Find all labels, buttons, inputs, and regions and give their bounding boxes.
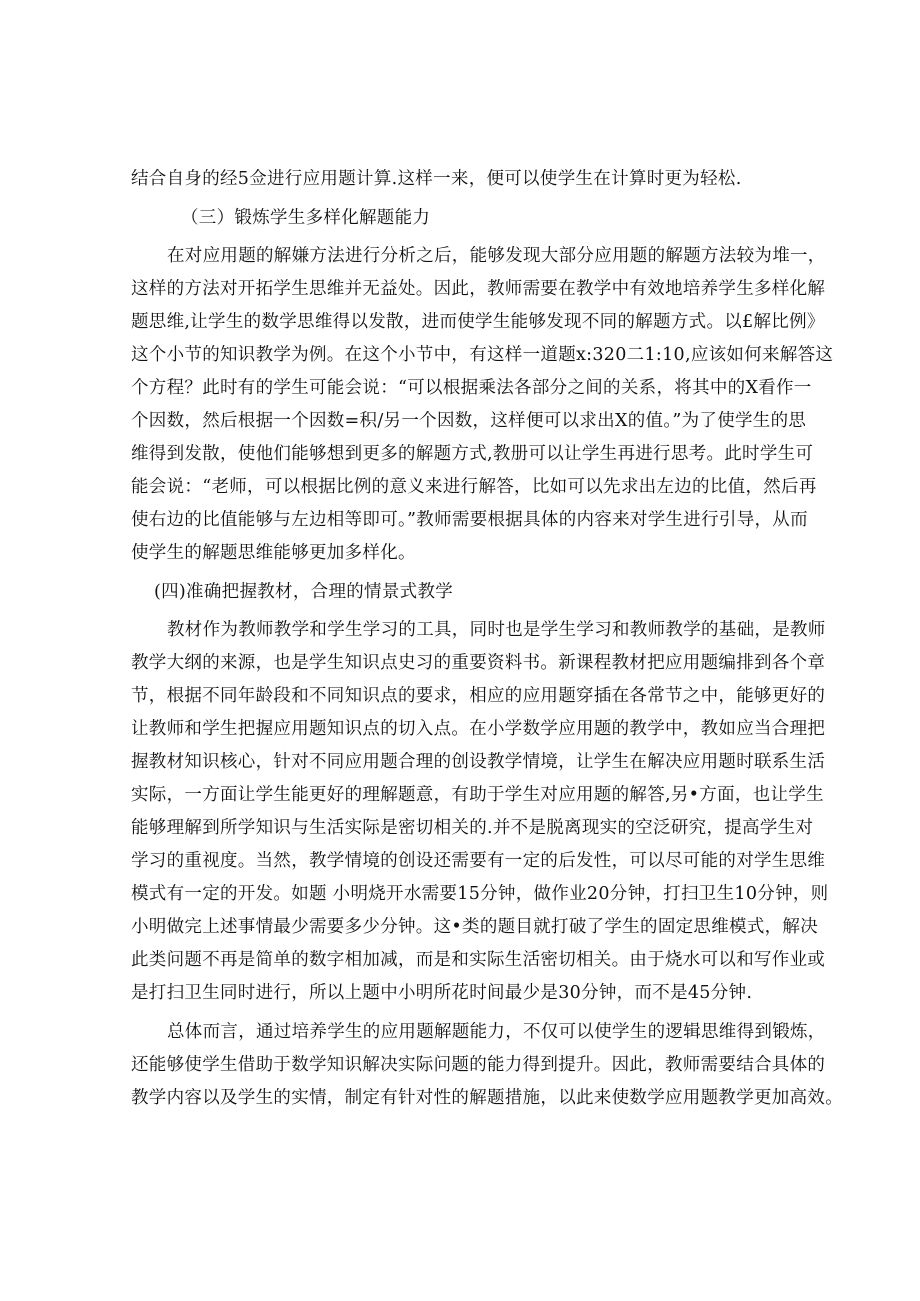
paragraph-line: 能够理解到所学知识与生活实际是密切相关的.并不是脱离现实的空泛研究，提高学生对	[131, 818, 814, 838]
paragraph-line: 总体而言，通过培养学生的应用题解题能力，不仅可以使学生的逻辑思维得到锻炼，	[167, 1022, 826, 1042]
paragraph-line: 个因数，然后根据一个因数=积/另一个因数，这样便可以求出X的值。”为了使学生的思	[131, 411, 807, 431]
paragraph-line: 在对应用题的解嫌方法进行分析之后，能够发现大部分应用题的解题方法较为堆一，	[167, 246, 826, 266]
paragraph-line: 学习的重视度。当然，教学情境的创设还需要有一定的后发性，可以尽可能的对学生思维	[131, 851, 826, 871]
paragraph-line: 教材作为教师教学和学生学习的工具，同时也是学生学习和教师教学的基础，是教师	[167, 620, 826, 640]
paragraph-line: 握教材知识核心，针对不同应用题合理的创设教学情境，让学生在解决应用题时联系生活	[131, 752, 826, 772]
paragraph-line: 此类问题不再是简单的数字相加减，而是和实际生活密切相关。由于烧水可以和写作业或	[131, 950, 826, 970]
section-heading-4: (四)准确把握教材，合理的情景式教学	[154, 582, 454, 602]
paragraph-line: 模式有一定的开发。如题 小明烧开水需要15分钟，做作业20分钟，打扫卫生10分钟，则	[131, 884, 829, 904]
paragraph-line: 实际，一方面让学生能更好的理解题意，有助于学生对应用题的解答,另•方面，也让学生	[131, 785, 824, 805]
paragraph-line: 教学内容以及学生的实情，制定有针对性的解题措施，以此来使数学应用题教学更加高效。	[131, 1088, 843, 1108]
paragraph-line: 个方程？此时有的学生可能会说：“可以根据乘法各部分之间的关系，将其中的X看作一	[131, 378, 812, 398]
section-heading-3: （三）锻炼学生多样化解题能力	[181, 208, 431, 228]
paragraph-line: 教学大纲的来源，也是学生知识点史习的重要资料书。新课程教材把应用题编排到各个章	[131, 653, 826, 673]
paragraph-line: 这个小节的知识教学为例。在这个小节中，有这样一道题x:320二1:10,应该如何来解答这	[131, 345, 834, 365]
paragraph-line: 能会说：“老师，可以根据比例的意义来进行解答，比如可以先求出左边的比值，然后再	[131, 477, 817, 497]
paragraph-line: 使右边的比值能够与左边相等即可。”教师需要根据具体的内容来对学生进行引导，从而	[131, 510, 808, 530]
paragraph-line: 结合自身的经5佥进行应用题计算.这样一来，便可以使学生在计算时更为轻松.	[131, 169, 742, 189]
paragraph-line: 使学生的解题思维能够更加多样化。	[131, 543, 416, 563]
paragraph-line: 题思维,让学生的数学思维得以发散，进而使学生能够发现不同的解题方式。以£解比例》	[131, 312, 825, 332]
paragraph-line: 让教师和学生把握应用题知识点的切入点。在小学数学应用题的教学中，教如应当合理把	[131, 719, 826, 739]
paragraph-line: 还能够使学生借助于数学知识解决实际问题的能力得到提升。因此，教师需要结合具体的	[131, 1055, 826, 1075]
paragraph-line: 小明做完上述事情最少需要多少分钟。这•类的题目就打破了学生的固定思维模式，解决	[131, 917, 819, 937]
paragraph-line: 是打扫卫生同时进行，所以上题中小明所花时间最少是30分钟，而不是45分钟.	[131, 983, 753, 1003]
paragraph-line: 维得到发散，使他们能够想到更多的解题方式,教册可以让学生再进行思考。此时学生可	[131, 444, 814, 464]
paragraph-line: 这样的方法对开拓学生思维并无益处。因此，教师需要在教学中有效地培养学生多样化解	[131, 279, 826, 299]
paragraph-line: 节，根据不同年龄段和不同知识点的要求，相应的应用题穿插在各常节之中，能够更好的	[131, 686, 826, 706]
